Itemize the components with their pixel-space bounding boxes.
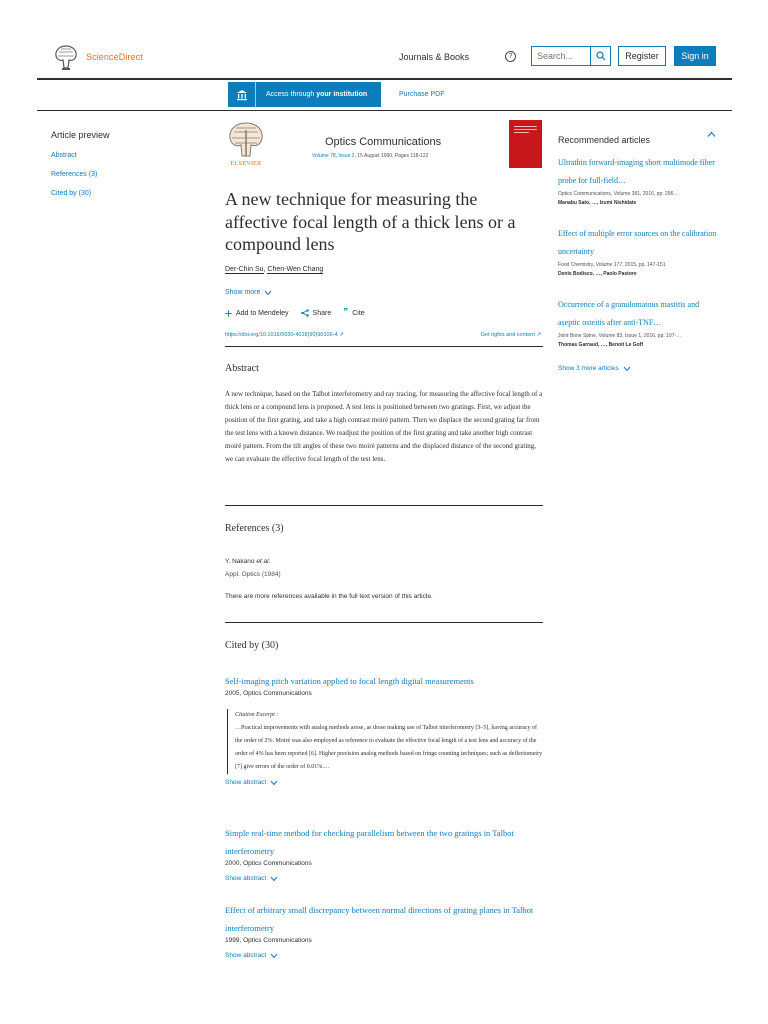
- access-bar: [37, 82, 732, 111]
- preview-link-abstract[interactable]: Abstract: [51, 152, 77, 159]
- show-more-articles-label: Show 3 more articles: [558, 365, 619, 372]
- show-abstract-label: Show abstract: [225, 875, 267, 882]
- cite-label: Cite: [352, 309, 365, 317]
- share-label: Share: [312, 309, 332, 317]
- cite-button[interactable]: [343, 307, 365, 318]
- cited-item-title[interactable]: Self-imaging pitch variation applied to focal length digital measurements: [225, 676, 474, 686]
- excerpt-label: Citation Excerpt :: [235, 712, 279, 718]
- show-more-articles-button[interactable]: [558, 365, 718, 372]
- article-preview-nav: [51, 130, 110, 209]
- authors: Der-Chin Su, Chen-Wen Chang: [225, 266, 324, 273]
- access-label: Access through your institution: [266, 91, 368, 98]
- add-to-mendeley-button[interactable]: [225, 310, 289, 317]
- excerpt-text: …Practical improvements with analog methods arose, as those making use of Talbot interferometry [3–5], having accuracy of the order of 2%. Moiré was also employed as reference to evaluate the effective focal length of a test lens and accuracy of the order of 4% has been reported [6]. Higher precision analog methods based on fringe counting techniques; such as deflectometry [7] give errors of the order of 0.01%.…: [235, 725, 543, 770]
- signin-button[interactable]: Sign in: [674, 46, 716, 66]
- references-heading: References (3): [225, 523, 284, 534]
- recommended-item-meta: Food Chemistry, Volume 177, 2015, pp. 147-151: [558, 262, 666, 268]
- journals-books-link[interactable]: Journals & Books: [399, 52, 470, 62]
- show-more-label: Show more: [225, 289, 261, 296]
- recommended-item-meta: Optics Communications, Volume 381, 2016, pp. 296…: [558, 191, 679, 197]
- abstract-heading: Abstract: [225, 363, 259, 374]
- volume-issue-link[interactable]: Volume 78, Issue 2: [312, 153, 355, 159]
- show-abstract-label: Show abstract: [225, 952, 267, 959]
- search-icon: [596, 51, 606, 61]
- recommended-item-meta: Joint Bone Spine, Volume 83, Issue 1, 2016, pp. 107-…: [558, 333, 682, 339]
- cited-item: [225, 823, 543, 882]
- show-abstract-button[interactable]: [225, 875, 543, 882]
- journal-name-link[interactable]: Optics Communications: [325, 136, 442, 148]
- abstract-text: A new technique, based on the Talbot interferometry and ray tracing, for measuring the affective focal length of a thick lens or a compound lens is proposed. A test lens is positioned between two gratings. First, we adjust the position of the first grating, and take a high contrast moiré pattern. Then we displace the second grating far from the test lens with a known distance. We readjust the position of the first grating and take another high contrast moiré pattern. From the tilt angles of these two moiré patterns and the displaced distance of the second grating, we can evaluate the effective focal length of the test lens.: [225, 390, 543, 464]
- chevron-down-icon: [270, 953, 278, 959]
- divider: [225, 622, 543, 623]
- recommended-item: [558, 294, 718, 348]
- register-button[interactable]: Register: [618, 46, 666, 66]
- recommended-item-title[interactable]: Ultrathin forward-imaging short multimode fiber probe for full-field…: [558, 158, 715, 185]
- search-button[interactable]: [590, 47, 610, 65]
- cited-item-meta: 1999, Optics Communications: [225, 937, 312, 944]
- preview-link-references[interactable]: References (3): [51, 171, 98, 178]
- logo-text: ScienceDirect: [86, 52, 143, 62]
- recommended-item-authors: Denis Bodisco, …, Paolo Pastore: [558, 271, 637, 277]
- cited-item: [225, 900, 543, 959]
- mendeley-label: Add to Mendeley: [236, 309, 289, 317]
- doi-link[interactable]: https://doi.org/10.1016/0030-4018(90)90106-4 ↗: [225, 332, 344, 338]
- help-icon[interactable]: ?: [505, 51, 516, 62]
- author-link[interactable]: Chen-Wen Chang: [267, 266, 324, 273]
- quote-icon: ”: [343, 307, 349, 318]
- article-actions: [225, 309, 377, 317]
- share-icon: [301, 309, 309, 317]
- external-link-icon: ↗: [536, 332, 541, 338]
- preview-title: Article preview: [51, 130, 110, 140]
- article-title: A new technique for measuring the affective focal length of a thick lens or a compound lens: [225, 189, 516, 254]
- chevron-down-icon: [264, 290, 272, 296]
- chevron-up-icon[interactable]: [707, 131, 716, 138]
- recommended-item-authors: Manabu Sato, …, Izumi Nishidate: [558, 200, 637, 206]
- plus-icon: [225, 310, 232, 317]
- external-link-icon: ↗: [339, 332, 344, 338]
- recommended-item: [558, 152, 718, 206]
- author-link[interactable]: Der-Chin Su: [225, 266, 264, 273]
- recommended-item-title[interactable]: Occurrence of a granulomatous mastitis and aseptic osteitis after anti-TNF…: [558, 300, 700, 327]
- institution-icon: [228, 82, 256, 107]
- recommended-header: [558, 130, 718, 148]
- sciencedirect-logo[interactable]: [51, 42, 143, 72]
- chevron-down-icon: [270, 780, 278, 786]
- reference-author: Y. Nakano et al.: [225, 558, 271, 565]
- show-abstract-button[interactable]: [225, 779, 543, 786]
- recommended-item-title[interactable]: Effect of multiple error sources on the calibration uncertainty: [558, 229, 717, 256]
- journal-header: [225, 120, 543, 168]
- elsevier-logo-icon[interactable]: [225, 120, 267, 168]
- share-button[interactable]: [301, 309, 332, 317]
- elsevier-wordmark: ELSEVIER: [230, 160, 262, 167]
- recommended-articles: [558, 130, 718, 372]
- cited-item-meta: 2000, Optics Communications: [225, 860, 312, 867]
- cited-item-title[interactable]: Effect of arbitrary small discrepancy between normal directions of grating planes in Talbot interferometry: [225, 905, 534, 933]
- preview-link-cited-by[interactable]: Cited by (30): [51, 190, 92, 197]
- show-more-link[interactable]: [225, 289, 272, 296]
- references-note: There are more references available in the full text version of this article.: [225, 593, 433, 600]
- site-header: [37, 38, 732, 80]
- chevron-down-icon: [270, 876, 278, 882]
- citation-excerpt: [227, 709, 543, 774]
- show-abstract-label: Show abstract: [225, 779, 267, 786]
- reference-source: Appl. Optics (1984): [225, 571, 281, 578]
- rights-link[interactable]: Get rights and content ↗: [480, 332, 541, 338]
- show-abstract-button[interactable]: [225, 952, 543, 959]
- purchase-pdf-link[interactable]: Purchase PDF: [399, 91, 445, 98]
- recommended-heading: Recommended articles: [558, 135, 651, 145]
- cited-item-title[interactable]: Simple real-time method for checking parallelism between the two gratings in Talbot interferometry: [225, 828, 514, 856]
- recommended-item-authors: Thomas Garraud, …, Benoit Le Goff: [558, 342, 644, 348]
- journal-meta: Volume 78, Issue 2, 15 August 1990, Pages 118-122: [312, 153, 429, 159]
- chevron-down-icon: [623, 366, 631, 372]
- access-institution-button[interactable]: [228, 82, 381, 107]
- cited-item-meta: 2005, Optics Communications: [225, 690, 312, 697]
- doi-row: [225, 331, 543, 347]
- search-input[interactable]: [532, 47, 590, 65]
- journal-cover[interactable]: [509, 120, 542, 168]
- cited-by-heading: Cited by (30): [225, 640, 279, 651]
- recommended-item: [558, 223, 718, 277]
- divider: [225, 505, 543, 506]
- cited-item: [225, 671, 543, 786]
- search-box: [531, 46, 611, 66]
- elsevier-tree-icon: [51, 42, 81, 72]
